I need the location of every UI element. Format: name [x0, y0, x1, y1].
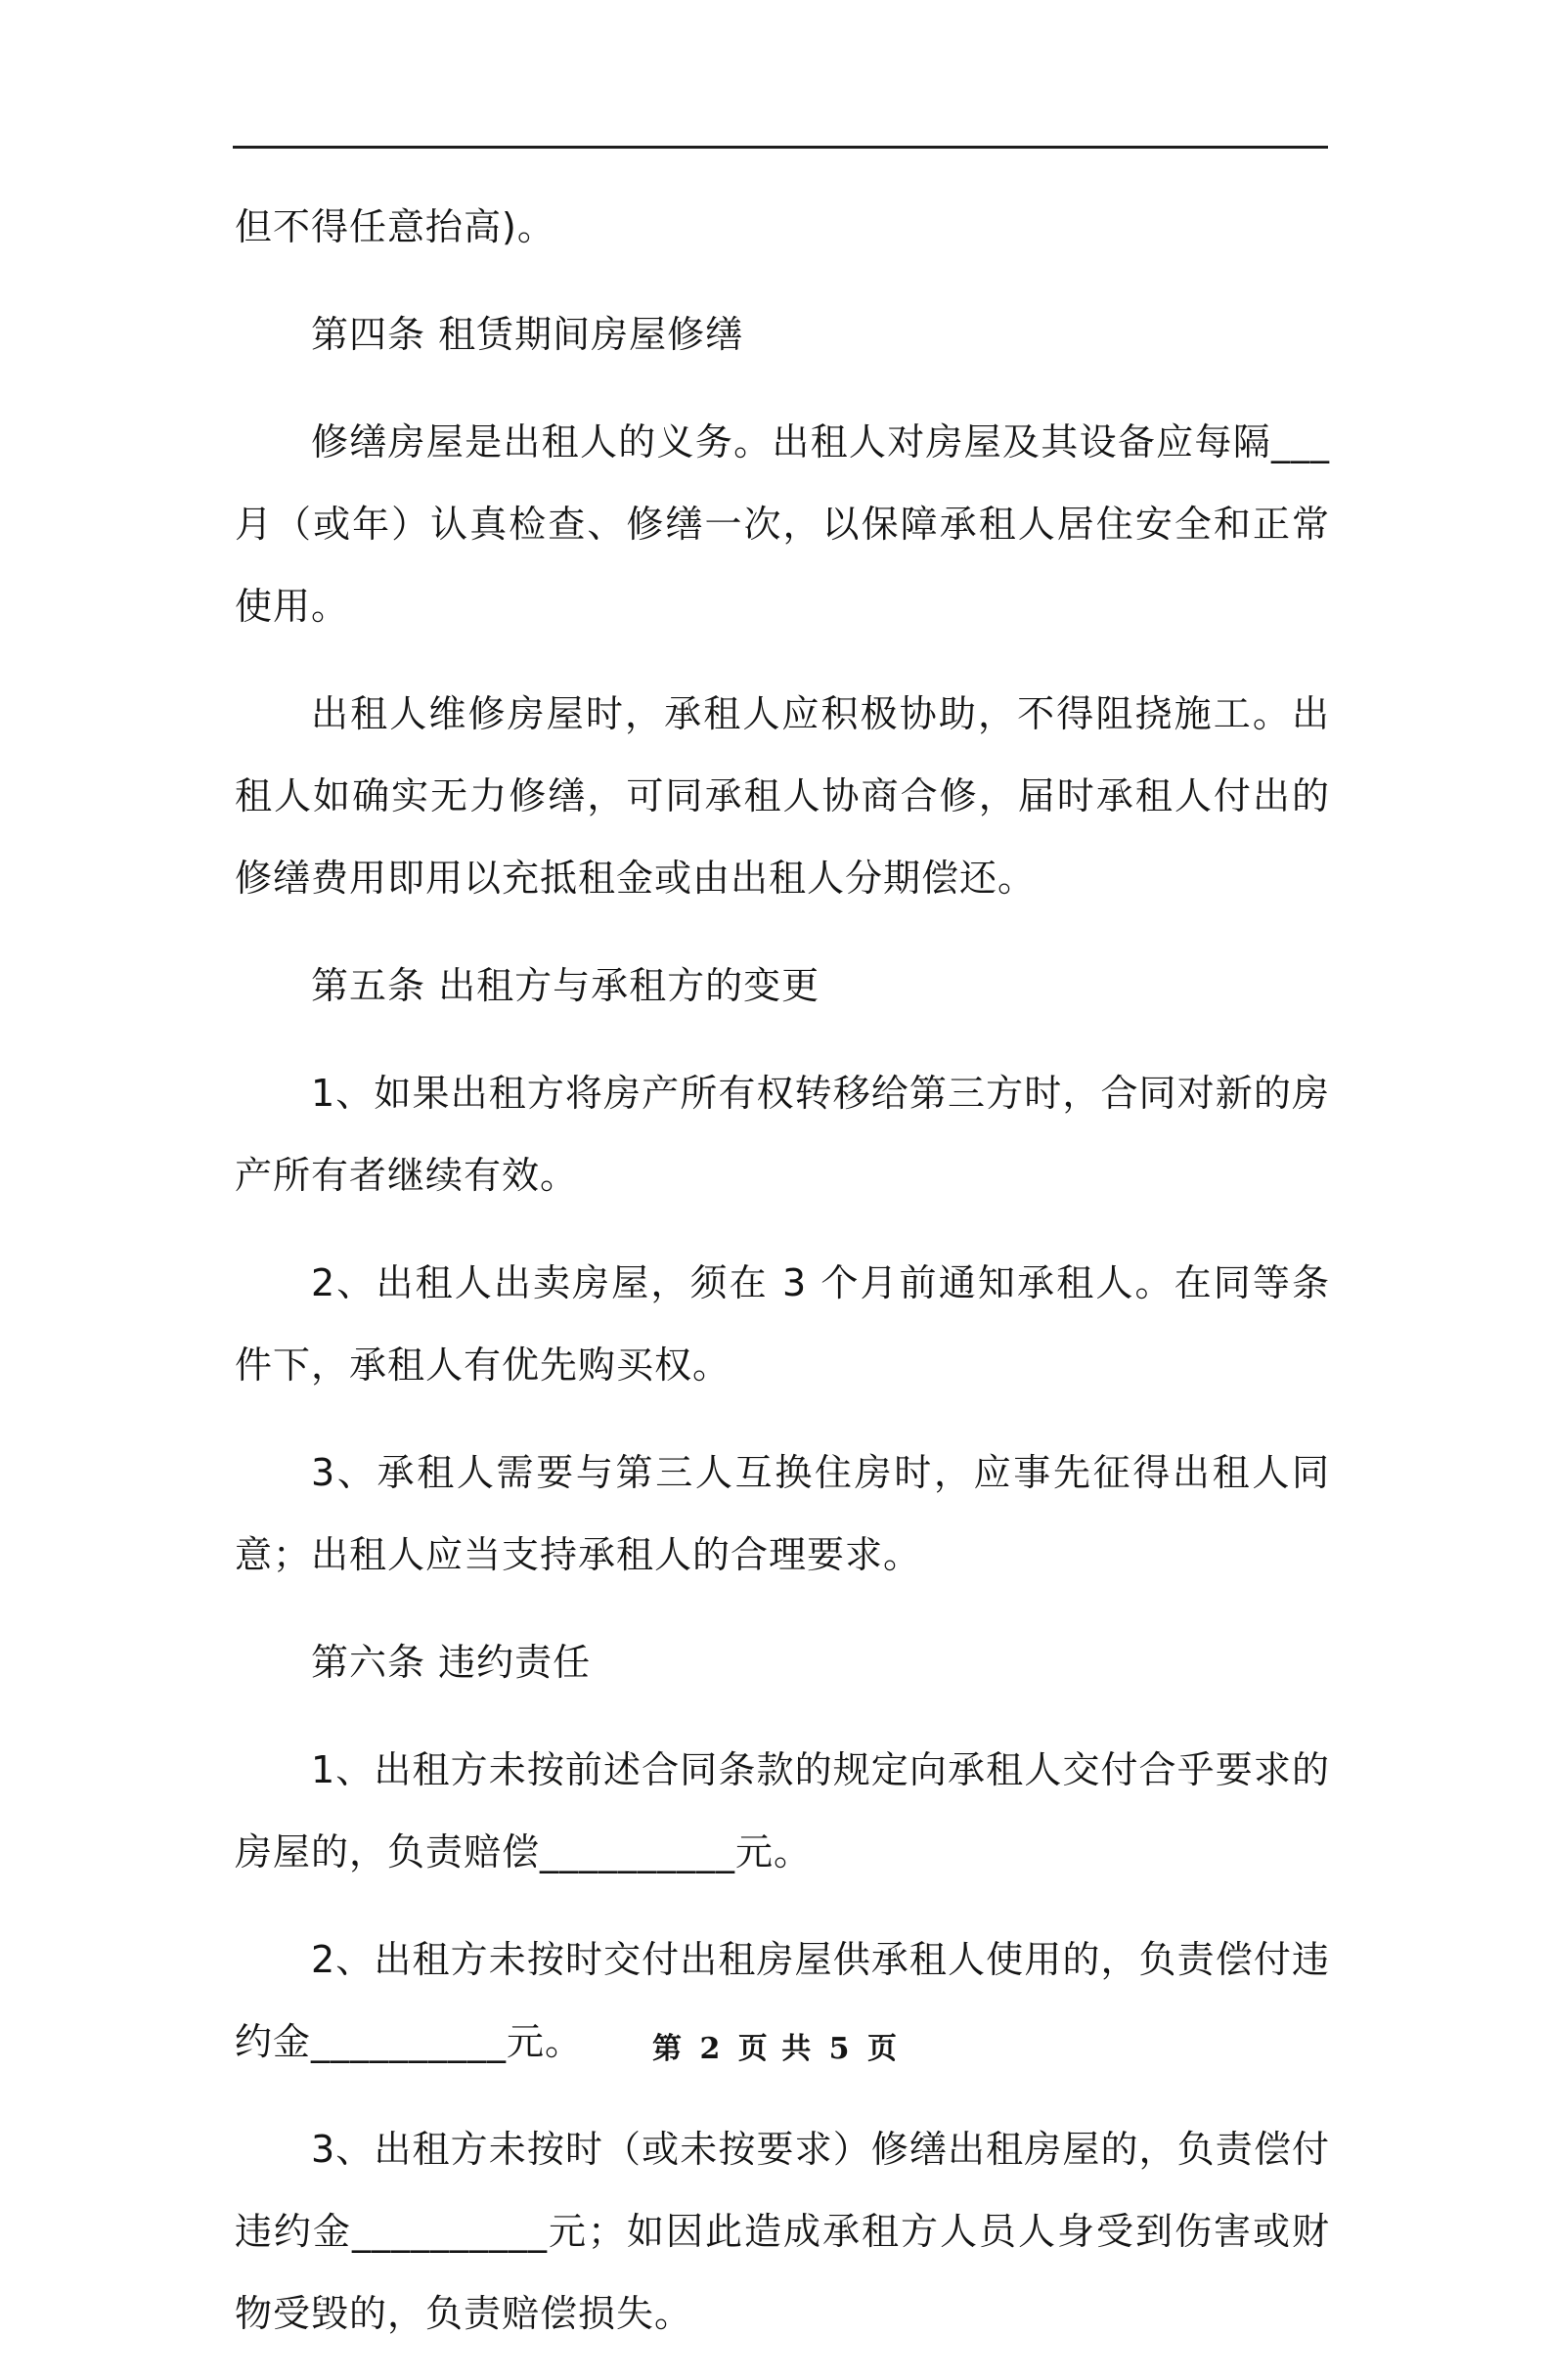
footer-total-pages: 5 — [828, 2032, 852, 2066]
article-4-paragraph-2: 出租人维修房屋时，承租人应积极协助，不得阻挠施工。出租人如确实无力修缮，可同承租人协商合修，届时承租人付出的修缮费用即用以充抵租金或由出租人分期偿还。 — [235, 692, 1330, 900]
footer-prefix: 第 — [651, 2032, 684, 2066]
footer-suffix: 页 — [867, 2032, 899, 2066]
header-rule — [233, 146, 1328, 149]
footer-middle: 页 共 — [737, 2032, 814, 2066]
article-5-item-1: 1、如果出租方将房产所有权转移给第三方时，合同对新的房产所有者继续有效。 — [235, 1072, 1330, 1197]
article-4-heading: 第四条 租赁期间房屋修缮 — [311, 313, 744, 356]
footer-current-page: 2 — [699, 2032, 723, 2066]
article-5-heading: 第五条 出租方与承租方的变更 — [311, 964, 820, 1007]
article-5-item-2: 2、出租人出卖房屋，须在 3 个月前通知承租人。在同等条件下，承租人有优先购买权。 — [235, 1261, 1330, 1387]
article-6-heading: 第六条 违约责任 — [311, 1641, 592, 1684]
article-6-item-2: 2、出租方未按时交付出租房屋供承租人使用的，负责偿付违约金__________元。 — [235, 1938, 1330, 2063]
page-footer — [0, 2024, 1551, 2067]
article-5-item-3: 3、承租人需要与第三人互换住房时，应事先征得出租人同意；出租人应当支持承租人的合理要求。 — [235, 1451, 1330, 1576]
paragraph-continuation: 但不得任意抬高)。 — [235, 205, 555, 248]
article-4-paragraph-1: 修缮房屋是出租人的义务。出租人对房屋及其设备应每隔___月（或年）认真检查、修缮一次，以保障承租人居住安全和正常使用。 — [235, 420, 1330, 628]
article-6-item-1: 1、出租方未按前述合同条款的规定向承租人交付合乎要求的房屋的，负责赔偿__________元。 — [235, 1748, 1330, 1873]
article-6-item-3: 3、出租方未按时（或未按要求）修缮出租房屋的，负责偿付违约金__________元；如因此造成承租方人员人身受到伤害或财物受毁的，负责赔偿损失。 — [235, 2128, 1330, 2335]
